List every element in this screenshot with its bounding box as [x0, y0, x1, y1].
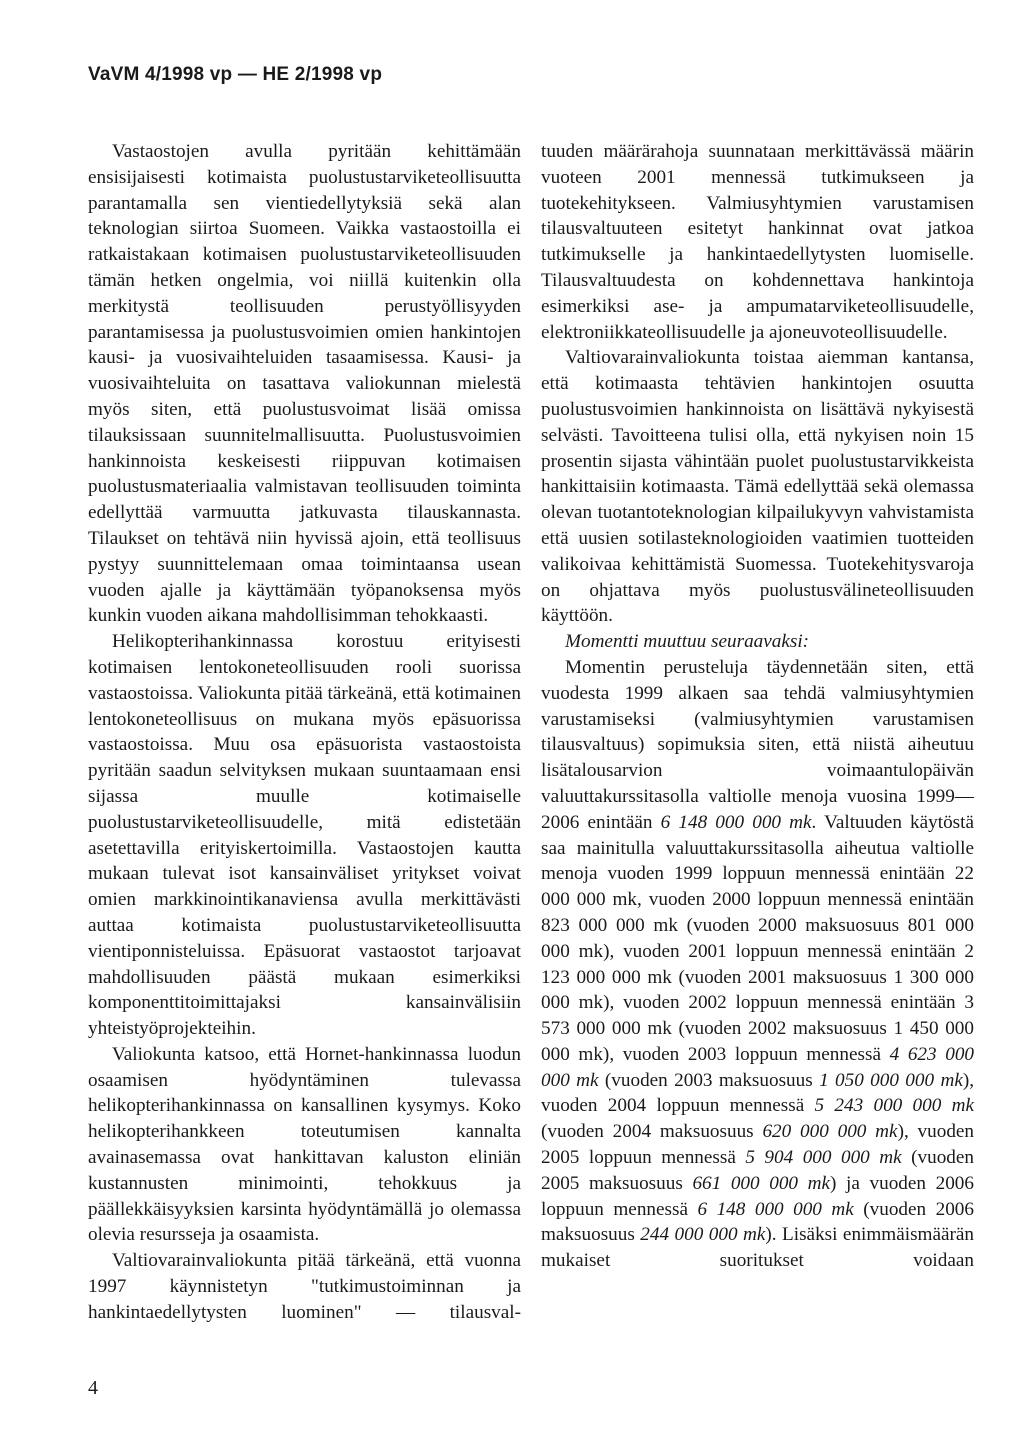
running-header: VaVM 4/1998 vp — HE 2/1998 vp [88, 64, 383, 85]
paragraph-continued: tuuden määrärahoja suunnataan merkittävässä määrin vuoteen 2001 mennessä tutkimukseen ja tuotekehitykseen. Valmiusyhtymien varustamisen tilausvaltuuteen esitetyt hankinnat ovat jatkoa tutkimukselle ja hankintaedellytysten luomiselle. Tilausvaltuudesta on kohdennettava hankintoja esimerkiksi ase- ja ampumatarviketeollisuudelle, elektroniikkateollisuudelle ja ajoneuvoteollisuudelle. [541, 141, 974, 343]
amount-2006: 6 148 000 000 mk [697, 1198, 854, 1220]
share-2004: 620 000 000 mk [762, 1121, 898, 1143]
amount-2004: 5 243 000 000 mk [814, 1095, 974, 1117]
amount-2003: 4 623 000 000 mk [541, 1043, 974, 1091]
text-run: (vuoden 2006 maksuosuus [541, 1198, 974, 1246]
text-run: (vuoden 2003 maksuosuus [598, 1069, 820, 1091]
amount-total: 6 148 000 000 mk [660, 811, 812, 833]
text-run: ), vuoden 2004 loppuun mennessä [541, 1069, 975, 1117]
text-run: . Valtuuden käytöstä saa mainitulla valuuttakurssitasolla aiheutua valtiolle menoja vuoden 1999 loppuun mennessä enintään 22 000 000 mk, vuoden 2000 loppuun mennessä enintään 823 000 000 mk (vuoden 2000 maksuosuus 801 000 000 mk), vuoden 2001 loppuun mennessä enintään 2 123 000 000 mk (vuoden 2001 maksuosuus 1 300 000 000 mk), vuoden 2002 loppuun mennessä enintään 3 573 000 000 mk (vuoden 2002 maksuosuus 1 450 000 000 mk), vuoden 2003 loppuun mennessä [541, 811, 974, 1065]
paragraph: Valtiovarainvaliokunta pitää tärkeänä, että vuonna 1997 käynnistetyn "tutkimustoiminnan ja hankintaedellytysten luominen" — tilausval- [88, 1250, 521, 1323]
text-run: Momentin perusteluja täydennetään siten, että vuodesta 1999 alkaen saa tehdä valmiusyhtymien varustamiseksi (valmiusyhtymien varustamisen tilausvaltuus) sopimuksia siten, että niistä aiheutuu lisätalousarvion voimaantulopäivän valuuttakurssitasolla valtiolle menoja vuosina 1999—2006 enintään [541, 656, 974, 833]
paragraph: Valtiovarainvaliokunta toistaa aiemman kantansa, että kotimaasta tehtävien hankintojen osuutta puolustusvoimien hankinnoista on lisättävä nykyisestä selvästi. Tavoitteena tulisi olla, että nykyisen noin 15 prosentin sijasta vähintään puolet puolustustarvikkeista hankittaisiin kotimaasta. Tämä edellyttää sekä olemassa olevan tuotantoteknologian kilpailukyvyn vahvistamista että uusien sotilasteknologioiden vaatimien tuotteiden valikoivaa kehittämistä Suomessa. Tuotekehitysvaroja on ohjattava myös puolustusvälineteollisuuden käyttöön. [541, 347, 974, 627]
text-run: (vuoden 2004 maksuosuus [541, 1121, 763, 1143]
share-2005: 661 000 000 mk [692, 1172, 831, 1194]
right-column [541, 139, 974, 1274]
paragraph [541, 655, 974, 1274]
left-column [88, 139, 521, 1326]
page-number: 4 [88, 1377, 98, 1399]
amount-2005: 5 904 000 000 mk [745, 1147, 902, 1169]
text-run: (vuoden 2005 maksuosuus [541, 1147, 974, 1194]
share-2003: 1 050 000 000 mk [819, 1069, 963, 1091]
section-heading: Momentti muuttuu seuraavaksi: [565, 631, 810, 653]
text-run: ) ja vuoden 2006 loppuun mennessä [541, 1172, 974, 1220]
share-2006: 244 000 000 mk [640, 1224, 766, 1246]
paragraph: Valiokunta katsoo, että Hornet-hankinnassa luodun osaamisen hyödyntäminen tulevassa helikopterihankinnassa on kansallinen kysymys. Koko helikopterihankkeen toteutumisen kannalta avainasemassa ovat hankittavan kaluston eliniän kustannusten minimointi, tehokkuus ja päällekkäisyyksien karsinta hyödyntämällä jo olemassa olevia resursseja ja osaamista. [88, 1043, 521, 1246]
paragraph: Helikopterihankinnassa korostuu erityisesti kotimaisen lentokoneteollisuuden rooli suorissa vastaostoissa. Valiokunta pitää tärkeänä, että kotimainen lentokoneteollisuus on mukana myös epäsuorissa vastaostoissa. Muu osa epäsuorista vastaostoista pyritään saadun selvityksen mukaan suuntaamaan ensi sijassa muulle kotimaiselle puolustustarviketeollisuudelle, mitä edistetään asetettavilla erityiskertoimilla. Vastaostojen kautta mukaan tulevat isot kansainväliset yritykset voivat omien markkinointikanaviensa avulla merkittävästi auttaa kotimaista puolustustarviketeollisuutta vientiponnisteluissa. Epäsuorat vastaostot tarjoavat mahdollisuuden päästä mukaan esimerkiksi komponenttitoimittajaksi kansainvälisiin yhteistyöprojekteihin. [88, 631, 521, 1040]
text-run: ). Lisäksi enimmäismäärän mukaiset suoritukset voidaan [541, 1224, 974, 1272]
text-run: ), vuoden 2005 loppuun mennessä [541, 1121, 975, 1169]
paragraph: Vastaostojen avulla pyritään kehittämään ensisijaisesti kotimaista puolustustarviketeollisuutta parantamalla sen vientiedellytyksiä sekä alan teknologian siirtoa Suomeen. Vaikka vastaostoilla ei ratkaistakaan kotimaisen puolustustarviketeollisuuden tämän hetken ongelmia, voi niillä kuitenkin olla merkitystä teollisuuden perustyöllisyyden parantamisessa ja puolustusvoimien omien hankintojen kausi- ja vuosivaihteluiden tasaamisessa. Kausi- ja vuosivaihteluita on tasattava valiokunnan mielestä myös siten, että puolustusvoimat lisää omissa tilauksissaan suunnitelmallisuutta. Puolustusvoimien hankinnoista keskeisesti riippuvan kotimaisen puolustusmateriaalia valmistavan teollisuuden toiminta edellyttää varmuutta jatkuvasta tilauskannasta. Tilaukset on tehtävä niin hyvissä ajoin, että teollisuus pystyy suunnittelemaan omaa toimintaansa usean vuoden ajalle ja käyttämään työpanoksensa myös kunkin vuoden aikana mahdollisimman tehokkaasti. [88, 141, 521, 627]
